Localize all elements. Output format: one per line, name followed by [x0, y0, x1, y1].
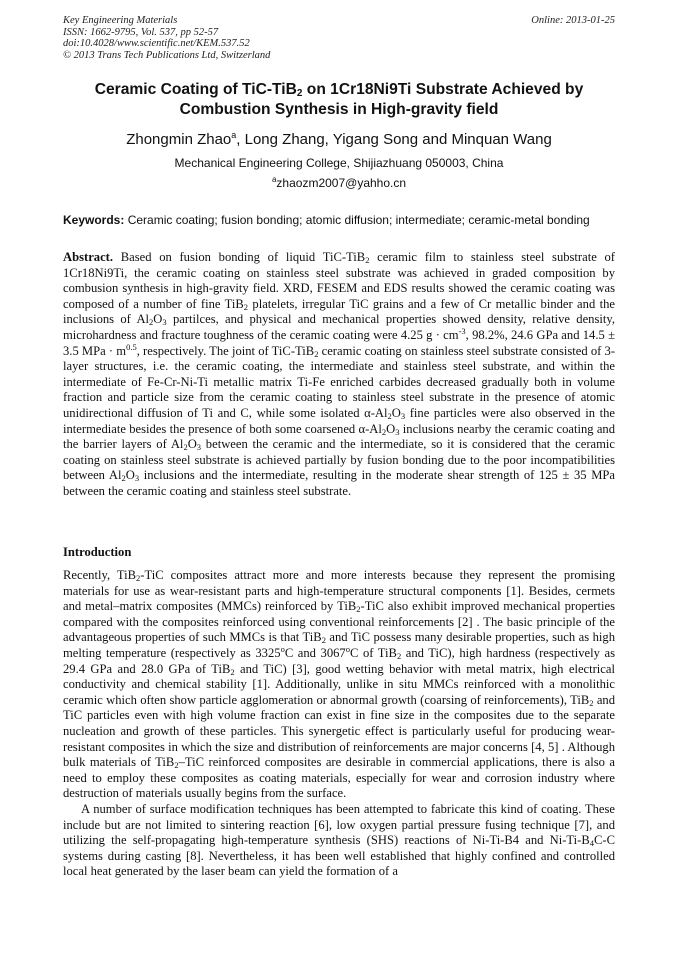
author-names-rest: , Long Zhang, Yigang Song and Minquan Wang	[236, 131, 552, 148]
author-list: Zhongmin Zhao$^a$, Long Zhang, Yigang Song and Minquan Wang	[126, 130, 552, 148]
issn-line: ISSN: 1662-9795, Vol. 537, pp 52-57	[63, 26, 219, 38]
journal-header	[63, 15, 270, 61]
copyright-line: © 2013 Trans Tech Publications Ltd, Switzerland	[63, 49, 271, 61]
author-email[interactable]: $^a$zhaozm2007@yahho.cn	[271, 175, 407, 190]
paper-title: Ceramic Coating of TiC-TiB$_2$ on 1Cr18Ni9Ti Substrate Achieved by Combustion Synthesis in High-gravity field	[94, 81, 584, 118]
affiliation: Mechanical Engineering College, Shijiazhuang 050003, China	[174, 156, 504, 170]
doi-link[interactable]: doi:10.4028/www.scientific.net/KEM.537.52	[63, 38, 250, 50]
journal-name: Key Engineering Materials	[63, 15, 178, 26]
section-heading-introduction: Introduction	[63, 545, 132, 559]
keywords-label: Keywords:	[63, 213, 125, 227]
abstract-paragraph: Abstract. Based on fusion bonding of liquid TiC-TiB$_2$ ceramic film to stainless steel substrate of 1Cr18Ni9Ti, the ceramic coating on stainless steel substrate was achieved in graded composition by combusion synthesis in high-gravity field. XRD, FESEM and EDS results showed the ceramic coating was composed of a number of fine TiB$_2$ platelets, irregular TiC grains and a few of Cr metallic binder and the inclusions of $Al_2O_3$ partilces, and physical and mechanical properties showed density, relative density, microhardness and fracture toughness of the ceramic coating were 4.25 $g \cdot cm^{-3}$, 98.2%, 24.6 GPa and 14.5 ± 3.5 MPa · $m^{0.5}$, respectively. The joint of TiC-TiB$_2$ ceramic coating on stainless steel substrate consisted of 3-layer structures, i.e. the ceramic coating, the intermediate and stainless steel substrate, and within the intermediate of Fe-Cr-Ni-Ti metallic matrix Ti-Fe enriched carbides decreased gradually both in volume fraction and particle size from the ceramic coating to stainless steel substrate in the presence of atomic unidirectional diffusion of Ti and C, while some isolated $\alpha-Al_2O_3$ fine particles were also observed in the intermediate besides the presence of both some coarsened $\alpha-Al_2O_3$ inclusions nearby the ceramic coating and the barrier layers of $Al_2O_3$ between the ceramic and the intermediate, so it is considered that the ceramic coating on stainless steel substrate is achieved partially by fusion bonding due to the poor incompatibilities between $Al_2O_3$ inclusions and the intermediate, resulting in the moderate shear strength of 125 ± 35 MPa between the ceramic coating and stainless steel substrate.	[63, 250, 616, 498]
online-date: Online: 2013-01-25	[531, 15, 615, 26]
introduction-body	[63, 568, 615, 880]
keywords	[63, 213, 618, 228]
abstract	[63, 250, 615, 500]
intro-paragraph-2: A number of surface modification techniques has been attempted to fabricate this kind of coating. These include but are not limited to sintering reaction [6], low oxygen partial pressure fusing technique [7], and utilizing the self-propagating high-temperature synthesis (SHS) reactions of Ni-Ti-B4 and $Ni-Ti-B_4C-C$ systems during casting [8]. Nevertheless, it has been well established that highly confined and controlled local heat generated by the laser beam can yield the formation of a	[63, 801, 615, 879]
author-name: Zhongmin Zhao	[126, 131, 232, 148]
intro-paragraph-1: Recently, TiB$_2$-TiC composites attract more and more interests because they represent the promising materials for use as wear-resistant parts and high-temperature structural components [1]. Besides, cermets and metal–matrix composites (MMCs) reinforced by TiB$_2$-TiC also exhibit improved mechanical properties compared with the composites reinforced using conventional reinforcements [2] . The basic principle of the advantageous properties of such MMCs is that TiB$_2$ and TiC possess many desirable properties, such as high melting temperature (respectively as 3325$^o$C and 3067$^o$C of TiB$_2$ and TiC), high hardness (respectively as 29.4 GPa and 28.0 GPa of TiB$_2$ and TiC) [3], good wetting behavior with metal matrix, high electrical conductivity and chemical stability [1]. Additionally, unlike in situ MMCs reinforced with a monolithic ceramic which often show particle agglomeration or abnormal growth (coarsing of reinforcements), TiB$_2$ and TiC particles even with high volume fraction can exist in fine size in the composites due to the separate nucleation and growth of these particles. This synergetic effect is particularly useful for producing wear-resistant composites in which the size and distribution of reinforcements are major concerns [4, 5] . Although bulk materials of TiB$_2$–TiC reinforced composites are desirable in commercial applications, there is also a need to employ these composites as coating materials, especially for wear and corrosion industry where destruction of materials usually begins from the surface.	[63, 568, 616, 801]
keywords-text: Ceramic coating; fusion bonding; atomic diffusion; intermediate; ceramic-metal bonding	[124, 213, 590, 227]
abstract-label: Abstract.	[63, 250, 114, 264]
